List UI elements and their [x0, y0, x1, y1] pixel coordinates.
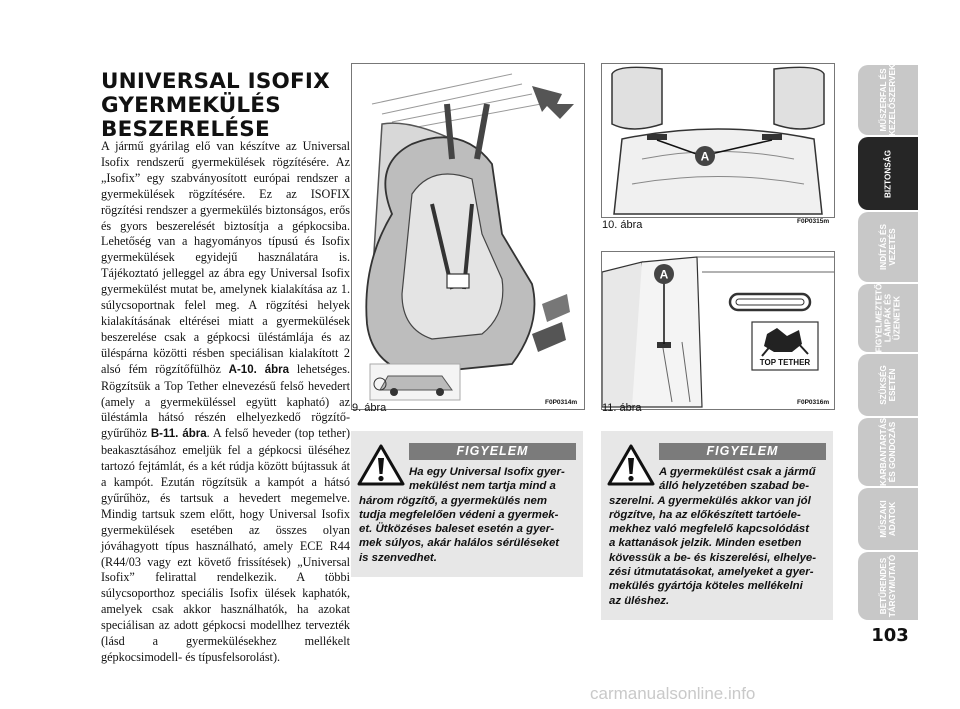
figure-11: [601, 251, 835, 410]
figure-code: F0P0315m: [797, 218, 830, 225]
body-text-2: lehetséges. Rögzítsük a Top Tether elnevezésű felső hevedert (amely a gyermeküléssel együtt kapható) az üléstámla hátsó részén elhelyezkedő rögzítőgyűrűhöz: [101, 361, 350, 441]
figure-caption: 11. ábra: [602, 402, 642, 414]
figure-reference[interactable]: A-10. ábra: [228, 363, 290, 376]
tab-karbantartas[interactable]: [858, 418, 918, 486]
callout-marker: A: [700, 149, 710, 164]
tab-label: BETŰRENDES TÁRGYMUTATÓ: [879, 554, 897, 618]
warning-box: [351, 431, 583, 577]
tab-betrendes[interactable]: [858, 552, 918, 620]
child-seat-illustration: [352, 64, 584, 409]
tab-label: MŰSZERFAL ÉS KEZELŐSZERVEK: [879, 64, 897, 136]
warning-text: A gyermekülést csak a jármű álló helyzetében szabad be- szerelni. A gyermekülés akkor van jól rögzítve, ha az előkészített tartóele- mekhez való megfelelő kapcsolódást a kattanások jelzik. Minden esetben kövessük a be- és kiszerelési, elhelye- zési útmutatásokat, amelyeket a gyer- mekülés gyártója köteles mellékelni az üléshez.: [609, 466, 817, 607]
figure-code: F0P0316m: [797, 399, 830, 406]
warning-heading: FIGYELEM: [409, 443, 576, 460]
seat-anchor-illustration: [602, 64, 834, 217]
page-title: [101, 70, 351, 142]
body-text-1: A jármű gyárilag elő van készítve az Universal Isofix rendszerű gyermekülések rögzítésére. Az „Isofix” egy szabványosított európai rendszer a gyermekülések rögzítésére. Ez az ISOFIX rögzítési rendszer a gyermekülés biztonságos, erős és gyors beszerelését biztosítja a gépkocsiba. Lehetőség van a hagyományos típusú és Isofix gyermekülések egyidejű használatára is. Tájékoztató jelleggel az ábra egy Universal Isofix gyermekülést mutat be, amelynek kialakítása az 1. súlycsoportnak felel meg. A rögzítési helyek kialakításának eltérései miatt a gyermekülések beszerelése csak a gépkocsi üléstámlája és az üléspárna közötti résben speciálisan kialakított 2 alsó fém rögzítőfülhöz: [101, 139, 350, 376]
figure-reference[interactable]: B-11. ábra: [150, 428, 207, 441]
tab-label: BIZTONSÁG: [883, 149, 893, 198]
tab-label: MŰSZAKI ADATOK: [879, 500, 897, 538]
warning-text: Ha egy Universal Isofix gyer- mekülést nem tartja mind a három rögzítő, a gyermekülés nem tudja megfelelően védeni a gyermek- et. Ütközéses baleset esetén a gyer- mek súlyos, akár halálos sérüléseket is szenvedhet.: [359, 466, 565, 564]
tab-szukseg[interactable]: [858, 354, 918, 416]
tab-figyelmezteto[interactable]: [858, 284, 918, 352]
tab-label: KARBANTARTÁS ÉS GONDOZÁS: [879, 417, 897, 487]
tab-muszaki[interactable]: [858, 488, 918, 550]
figure-caption: 9. ábra: [352, 402, 387, 414]
warning-heading: FIGYELEM: [659, 443, 826, 460]
top-tether-label: TOP TETHER: [759, 358, 811, 367]
tab-biztonsag[interactable]: [858, 137, 918, 210]
top-tether-illustration: [602, 252, 834, 409]
title-line: GYERMEKÜLÉS: [101, 93, 281, 118]
body-paragraph: [101, 139, 350, 666]
tab-muszerfal[interactable]: [858, 65, 918, 135]
page-number: 103: [871, 625, 909, 646]
tab-label: INDÍTÁS ÉS VEZETÉS: [879, 224, 897, 270]
title-line: BESZERELÉSE: [101, 117, 270, 142]
warning-box: [601, 431, 833, 620]
figure-10: [601, 63, 835, 218]
title-line: UNIVERSAL ISOFIX: [101, 69, 330, 94]
tab-label: SZÜKSÉG ESETÉN: [879, 365, 897, 405]
callout-marker: A: [659, 267, 669, 282]
figure-9: [351, 63, 585, 410]
figure-code: F0P0314m: [545, 399, 578, 406]
figure-caption: 10. ábra: [602, 219, 643, 231]
watermark: carmanualsonline.info: [590, 684, 756, 703]
body-text-3: . A felső heveder (top tether) beakasztásához emeljük fel a gépkocsi üléséhez tartozó fejtámlát, és a két rúdja között bújtassuk át a kampót. Ezután rögzítsük a kampót a hátsó gyűrűhöz, és tartsuk a hevedert megemelve. Mindig tartsuk szem előtt, hogy Universal Isofix gyermekülések esetében az összes olyan jóváhagyott típus használható, amely ECE R44 (R44/03 vagy ezt követő frissítések) „Universal Isofix” felirattal rendelkezik. A többi súlycsoporthoz speciális Isofix ülések kaphatók, amelyek csak akkor használhatók, ha azokat speciálisan az adott gépkocsi modellhez tervezték (lásd a gyermekülésekhez mellékelt gépkocsimodell- és típusfelsorolást).: [101, 426, 350, 664]
tab-label: FIGYELMEZTETŐ LÁMPÁK ÉS ÜZENETEK: [874, 283, 902, 353]
tab-inditas[interactable]: [858, 212, 918, 282]
